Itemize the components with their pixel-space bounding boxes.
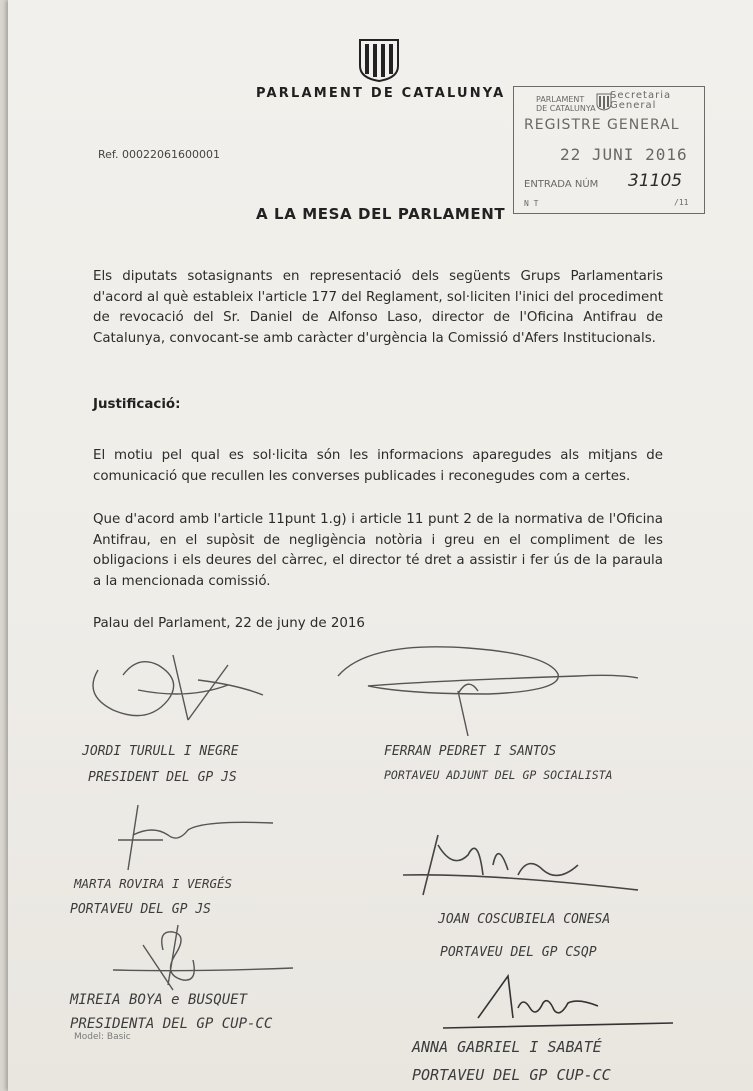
signature-4-icon [398, 825, 658, 915]
signatory-6-role: PORTAVEU DEL GP CUP-CC [412, 1066, 611, 1084]
signatory-2-name: FERRAN PEDRET I SANTOS [384, 744, 557, 759]
document-page [8, 0, 753, 1091]
signatory-3-name: MARTA ROVIRA I VERGÉS [74, 876, 233, 891]
parliament-logo-icon [358, 38, 400, 82]
signature-1-icon [78, 650, 278, 730]
signatory-5-role: PRESIDENTA DEL GP CUP-CC [70, 1016, 273, 1032]
stamp-entrada-label: ENTRADA NÚM [524, 179, 599, 190]
signatory-3-role: PORTAVEU DEL GP JS [70, 902, 211, 917]
signature-5-icon [103, 920, 303, 995]
signature-2-icon [328, 636, 648, 746]
stamp-parlament-label: PARLAMENT DE CATALUNYA [536, 95, 596, 113]
signatory-1-role: PRESIDENT DEL GP JS [88, 770, 237, 785]
signatory-4-name: JOAN COSCUBIELA CONESA [438, 912, 611, 927]
registration-stamp [513, 86, 705, 214]
stamp-entrada-number: 31105 [628, 171, 683, 191]
signatory-1-name: JORDI TURULL I NEGRE [82, 744, 239, 759]
signatory-2-role: PORTAVEU ADJUNT DEL GP SOCIALISTA [384, 768, 613, 782]
legal-basis-paragraph: Que d'acord amb l'article 11punt 1.g) i article 11 punt 2 de la normativa de l'Oficina Antifrau, en el supòsit de negligència notòria i greu en el compliment de les obligacions i els deures del càrrec, el director té dret a assistir i fer ús de la paraula a la mencionada comissió. [93, 512, 663, 589]
institution-name: PARLAMENT DE CATALUNYA [256, 86, 506, 101]
justification-paragraph: El motiu pel qual es sol·licita són les informacions aparegudes als mitjans de comunicació que recullen les converses publicades i reconegudes com a certes. [93, 448, 663, 484]
stamp-nt-label: N T [524, 199, 539, 208]
signature-3-icon [113, 795, 283, 875]
place-date: Palau del Parlament, 22 de juny de 2016 [93, 616, 365, 631]
stamp-date: 22 JUNI 2016 [560, 145, 688, 164]
model-label: Model: Basic [74, 1032, 131, 1042]
signatory-4-role: PORTAVEU DEL GP CSQP [440, 945, 597, 960]
stamp-slash-label: /11 [674, 198, 689, 207]
stamp-registre-label: REGISTRE GENERAL [524, 117, 680, 133]
signature-6-icon [438, 968, 678, 1033]
reference-number: Ref. 00022061600001 [98, 148, 220, 161]
signatory-5-name: MIREIA BOYA e BUSQUET [70, 992, 248, 1008]
stamp-secretaria-label: Secretaria General [610, 90, 672, 111]
document-heading: A LA MESA DEL PARLAMENT [256, 205, 506, 223]
justification-heading: Justificació: [93, 397, 181, 412]
signatory-6-name: ANNA GABRIEL I SABATÉ [412, 1038, 602, 1056]
request-paragraph: Els diputats sotasignants en representació dels següents Grups Parlamentaris d'acord al què estableix l'article 177 del Reglament, sol·liciten l'inici del procediment de revocació del Sr. Daniel de Alfonso Laso, director de l'Oficina Antifrau de Catalunya, convocant-se amb caràcter d'urgència la Comissió d'Afers Institucionals. [93, 269, 663, 346]
